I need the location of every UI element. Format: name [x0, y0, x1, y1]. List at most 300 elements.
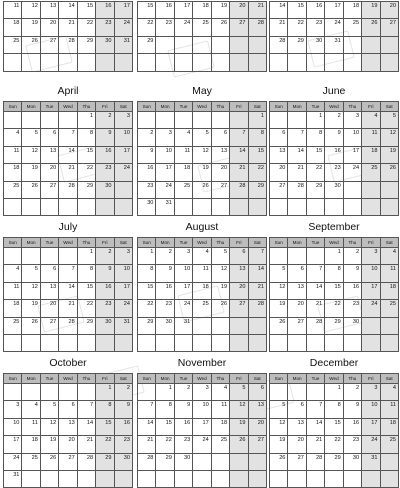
day-cell: 10 [156, 146, 174, 163]
day-cell: 16 [306, 2, 324, 19]
day-cell [230, 198, 248, 215]
day-cell: 17 [114, 2, 132, 19]
day-cell [114, 54, 132, 71]
day-cell: 5 [22, 129, 40, 146]
day-cell: 12 [22, 2, 40, 19]
weekday-header: Tue [40, 102, 58, 112]
week-row [4, 36, 133, 53]
day-cell: 25 [362, 164, 380, 181]
day-cell: 13 [59, 418, 77, 435]
weekday-header: Sun [4, 238, 22, 248]
day-cell [174, 112, 192, 129]
day-cell: 23 [343, 436, 361, 453]
day-cell: 11 [380, 401, 398, 418]
day-cell: 18 [4, 19, 22, 36]
day-cell: 28 [77, 453, 95, 470]
day-cell [40, 334, 58, 351]
day-cell: 7 [248, 248, 266, 265]
day-cell: 4 [380, 384, 398, 401]
day-cell: 23 [343, 300, 361, 317]
day-cell [288, 470, 306, 487]
week-row [270, 317, 399, 334]
day-cell: 26 [362, 19, 380, 36]
day-cell: 7 [59, 265, 77, 282]
week-row [270, 164, 399, 181]
day-cell: 16 [138, 164, 156, 181]
day-cell: 22 [138, 19, 156, 36]
weekday-header: Sat [248, 238, 266, 248]
day-cell [59, 470, 77, 487]
day-cell [59, 198, 77, 215]
day-cell: 16 [156, 2, 174, 19]
day-cell: 29 [288, 36, 306, 53]
week-row [4, 300, 133, 317]
day-cell: 16 [343, 418, 361, 435]
weekday-header: Mon [22, 238, 40, 248]
weekday-header: Mon [288, 374, 306, 384]
day-cell: 27 [230, 300, 248, 317]
day-cell: 25 [4, 36, 22, 53]
week-row [4, 401, 133, 418]
day-cell: 9 [138, 146, 156, 163]
weekday-header: Mon [156, 102, 174, 112]
day-cell: 22 [77, 300, 95, 317]
day-cell [362, 54, 380, 71]
week-row [4, 265, 133, 282]
day-cell [59, 54, 77, 71]
weekday-header: Thu [77, 374, 95, 384]
day-cell: 25 [4, 317, 22, 334]
day-cell: 15 [77, 282, 95, 299]
day-cell: 25 [380, 436, 398, 453]
week-row [270, 36, 399, 53]
day-cell [156, 54, 174, 71]
week-row [138, 248, 267, 265]
day-cell: 11 [4, 2, 22, 19]
day-cell: 10 [362, 265, 380, 282]
day-cell: 11 [174, 146, 192, 163]
weekday-header: Fri [96, 102, 114, 112]
month-grid-jul [3, 237, 133, 352]
day-cell: 8 [77, 265, 95, 282]
day-cell [248, 453, 266, 470]
day-cell: 14 [59, 146, 77, 163]
day-cell [362, 36, 380, 53]
week-row [138, 265, 267, 282]
day-cell: 23 [96, 300, 114, 317]
day-cell: 14 [230, 146, 248, 163]
day-cell: 15 [77, 146, 95, 163]
week-row [138, 470, 267, 487]
day-cell: 9 [114, 401, 132, 418]
day-cell [248, 54, 266, 71]
day-cell [270, 112, 288, 129]
day-cell: 27 [59, 453, 77, 470]
day-cell: 30 [114, 453, 132, 470]
day-cell: 24 [343, 164, 361, 181]
day-cell: 21 [288, 164, 306, 181]
day-cell [138, 470, 156, 487]
day-cell [77, 334, 95, 351]
day-cell [362, 334, 380, 351]
day-cell: 1 [248, 112, 266, 129]
day-cell: 17 [156, 164, 174, 181]
week-row [270, 470, 399, 487]
month-grid-nov [137, 373, 267, 488]
day-cell [114, 470, 132, 487]
weekday-header: Tue [306, 102, 324, 112]
weekday-header: Fri [230, 238, 248, 248]
day-cell: 8 [325, 265, 343, 282]
day-cell [270, 198, 288, 215]
weekday-header: Tue [40, 374, 58, 384]
day-cell: 24 [114, 164, 132, 181]
day-cell: 9 [96, 129, 114, 146]
day-cell: 19 [362, 2, 380, 19]
day-cell: 28 [59, 317, 77, 334]
day-cell: 14 [248, 265, 266, 282]
day-cell [288, 112, 306, 129]
day-cell: 4 [4, 129, 22, 146]
weekday-header: Mon [22, 102, 40, 112]
day-cell: 11 [22, 418, 40, 435]
day-cell: 17 [362, 282, 380, 299]
day-cell: 23 [114, 436, 132, 453]
month-title-aug: August [185, 221, 219, 233]
day-cell: 14 [306, 282, 324, 299]
month-title-apr: April [57, 85, 79, 97]
day-cell: 24 [174, 300, 192, 317]
weekday-header: Sun [270, 102, 288, 112]
day-cell: 26 [22, 36, 40, 53]
day-cell: 4 [211, 384, 229, 401]
day-cell [4, 334, 22, 351]
day-cell: 2 [156, 248, 174, 265]
week-row [270, 198, 399, 215]
day-cell: 22 [96, 436, 114, 453]
day-cell: 27 [288, 317, 306, 334]
day-cell: 13 [288, 282, 306, 299]
day-cell: 18 [380, 418, 398, 435]
day-cell: 16 [96, 282, 114, 299]
week-row [270, 453, 399, 470]
day-cell: 20 [288, 300, 306, 317]
day-cell: 7 [59, 129, 77, 146]
day-cell [77, 198, 95, 215]
day-cell: 31 [325, 36, 343, 53]
day-cell [174, 198, 192, 215]
day-cell [270, 248, 288, 265]
day-cell: 18 [22, 436, 40, 453]
day-cell: 23 [306, 19, 324, 36]
weekday-header: Sat [114, 102, 132, 112]
day-cell [59, 384, 77, 401]
day-cell: 15 [138, 2, 156, 19]
day-cell: 27 [270, 181, 288, 198]
day-cell [270, 470, 288, 487]
day-cell: 14 [270, 2, 288, 19]
week-row [138, 181, 267, 198]
day-cell: 25 [22, 453, 40, 470]
day-cell: 7 [288, 129, 306, 146]
month-title-dec: December [309, 357, 359, 369]
day-cell [174, 334, 192, 351]
weekday-header: Wed [193, 238, 211, 248]
weekday-header: Sat [380, 238, 398, 248]
weekday-header: Tue [174, 374, 192, 384]
day-cell: 12 [40, 418, 58, 435]
day-cell: 13 [230, 265, 248, 282]
weekday-header: Thu [343, 102, 361, 112]
weekday-header: Thu [343, 374, 361, 384]
day-cell [211, 453, 229, 470]
day-cell: 24 [174, 19, 192, 36]
day-cell: 8 [325, 401, 343, 418]
day-cell [193, 198, 211, 215]
day-cell: 18 [211, 418, 229, 435]
day-cell: 6 [230, 248, 248, 265]
day-cell: 1 [96, 384, 114, 401]
day-cell: 4 [380, 248, 398, 265]
week-row [270, 300, 399, 317]
weekday-header: Fri [362, 374, 380, 384]
week-row [270, 2, 399, 19]
day-cell: 14 [59, 2, 77, 19]
week-row [270, 19, 399, 36]
day-cell: 29 [77, 36, 95, 53]
week-row [4, 129, 133, 146]
week-row [270, 384, 399, 401]
week-row [4, 384, 133, 401]
day-cell [40, 112, 58, 129]
day-cell: 17 [362, 418, 380, 435]
day-cell [193, 334, 211, 351]
day-cell: 23 [96, 19, 114, 36]
day-cell: 2 [138, 129, 156, 146]
month-title-sep: September [308, 221, 360, 233]
day-cell [380, 198, 398, 215]
day-cell [114, 198, 132, 215]
day-cell [306, 198, 324, 215]
day-cell [193, 453, 211, 470]
month-title-nov: November [177, 357, 227, 369]
day-cell: 3 [343, 112, 361, 129]
day-cell: 26 [230, 436, 248, 453]
day-cell: 11 [211, 401, 229, 418]
day-cell: 26 [40, 453, 58, 470]
weekday-header: Wed [325, 102, 343, 112]
day-cell: 19 [22, 300, 40, 317]
day-cell: 7 [230, 129, 248, 146]
day-cell: 18 [193, 2, 211, 19]
day-cell: 21 [138, 436, 156, 453]
day-cell: 13 [40, 2, 58, 19]
day-cell: 4 [22, 401, 40, 418]
day-cell: 11 [193, 265, 211, 282]
day-cell: 19 [211, 2, 229, 19]
day-cell [248, 36, 266, 53]
day-cell [343, 181, 361, 198]
day-cell: 25 [193, 19, 211, 36]
day-cell [174, 470, 192, 487]
day-cell: 15 [138, 282, 156, 299]
day-cell: 20 [40, 19, 58, 36]
week-row [4, 248, 133, 265]
weekday-header: Wed [193, 102, 211, 112]
day-cell [193, 317, 211, 334]
day-cell [211, 198, 229, 215]
week-row [138, 418, 267, 435]
day-cell [230, 317, 248, 334]
day-cell: 22 [77, 19, 95, 36]
week-row [270, 248, 399, 265]
day-cell [156, 334, 174, 351]
day-cell: 24 [114, 300, 132, 317]
day-cell: 24 [114, 19, 132, 36]
day-cell: 26 [380, 164, 398, 181]
month-grid-sep [269, 237, 399, 352]
day-cell: 10 [362, 401, 380, 418]
day-cell: 5 [193, 129, 211, 146]
day-cell: 21 [230, 164, 248, 181]
weekday-header: Mon [288, 102, 306, 112]
weekday-header: Fri [96, 374, 114, 384]
weekday-header: Sat [380, 102, 398, 112]
weekday-header: Fri [362, 238, 380, 248]
day-cell [174, 54, 192, 71]
day-cell [211, 112, 229, 129]
week-row [4, 436, 133, 453]
day-cell [343, 54, 361, 71]
day-cell [4, 112, 22, 129]
day-cell: 18 [193, 282, 211, 299]
day-cell: 2 [174, 384, 192, 401]
day-cell: 28 [59, 181, 77, 198]
day-cell: 16 [96, 146, 114, 163]
day-cell: 21 [270, 19, 288, 36]
day-cell: 28 [248, 19, 266, 36]
day-cell [193, 54, 211, 71]
day-cell: 22 [325, 436, 343, 453]
day-cell: 29 [306, 181, 324, 198]
day-cell: 6 [40, 265, 58, 282]
partial-month-grid [137, 1, 267, 72]
day-cell: 15 [325, 282, 343, 299]
day-cell [288, 248, 306, 265]
weekday-header: Sun [270, 238, 288, 248]
day-cell: 9 [96, 265, 114, 282]
day-cell: 31 [174, 317, 192, 334]
day-cell: 25 [211, 436, 229, 453]
day-cell: 8 [248, 129, 266, 146]
weekday-header: Fri [96, 238, 114, 248]
day-cell: 9 [343, 401, 361, 418]
day-cell [343, 198, 361, 215]
day-cell: 29 [96, 453, 114, 470]
day-cell: 30 [343, 453, 361, 470]
day-cell: 19 [193, 164, 211, 181]
day-cell: 12 [22, 282, 40, 299]
day-cell [380, 54, 398, 71]
day-cell [270, 384, 288, 401]
day-cell [288, 384, 306, 401]
day-cell: 14 [77, 418, 95, 435]
day-cell: 5 [211, 248, 229, 265]
weekday-header: Wed [325, 374, 343, 384]
day-cell: 18 [4, 300, 22, 317]
day-cell [4, 384, 22, 401]
day-cell: 27 [230, 19, 248, 36]
day-cell: 26 [22, 181, 40, 198]
day-cell [380, 36, 398, 53]
day-cell [114, 334, 132, 351]
day-cell: 25 [380, 300, 398, 317]
day-cell: 7 [77, 401, 95, 418]
day-cell: 31 [362, 453, 380, 470]
day-cell: 3 [114, 112, 132, 129]
day-cell: 13 [40, 282, 58, 299]
day-cell: 30 [156, 317, 174, 334]
day-cell [4, 198, 22, 215]
day-cell: 17 [4, 436, 22, 453]
day-cell [362, 181, 380, 198]
day-cell: 10 [343, 129, 361, 146]
day-cell [343, 470, 361, 487]
day-cell: 29 [77, 317, 95, 334]
day-cell: 31 [156, 198, 174, 215]
week-row [4, 418, 133, 435]
day-cell: 2 [325, 112, 343, 129]
day-cell: 16 [325, 146, 343, 163]
weekday-header: Tue [306, 374, 324, 384]
day-cell: 2 [96, 248, 114, 265]
day-cell: 28 [288, 181, 306, 198]
day-cell: 7 [306, 401, 324, 418]
day-cell [174, 36, 192, 53]
day-cell: 30 [325, 181, 343, 198]
day-cell [380, 470, 398, 487]
day-cell [22, 470, 40, 487]
day-cell: 16 [114, 418, 132, 435]
weekday-header: Sun [4, 374, 22, 384]
week-row [4, 317, 133, 334]
day-cell [96, 470, 114, 487]
day-cell [114, 181, 132, 198]
day-cell: 20 [40, 300, 58, 317]
day-cell: 25 [4, 181, 22, 198]
weekday-header: Sun [138, 102, 156, 112]
day-cell [270, 54, 288, 71]
week-row [138, 317, 267, 334]
weekday-header: Thu [211, 102, 229, 112]
day-cell: 1 [306, 112, 324, 129]
day-cell: 3 [362, 384, 380, 401]
day-cell [138, 384, 156, 401]
day-cell [4, 248, 22, 265]
week-row [4, 470, 133, 487]
month-grid-apr [3, 101, 133, 216]
week-row [138, 436, 267, 453]
day-cell: 3 [362, 248, 380, 265]
day-cell: 28 [306, 453, 324, 470]
month-title-jun: June [322, 85, 346, 97]
day-cell: 21 [59, 300, 77, 317]
weekday-header: Sun [138, 238, 156, 248]
day-cell [59, 334, 77, 351]
day-cell: 13 [211, 146, 229, 163]
day-cell: 19 [380, 146, 398, 163]
day-cell: 18 [174, 164, 192, 181]
